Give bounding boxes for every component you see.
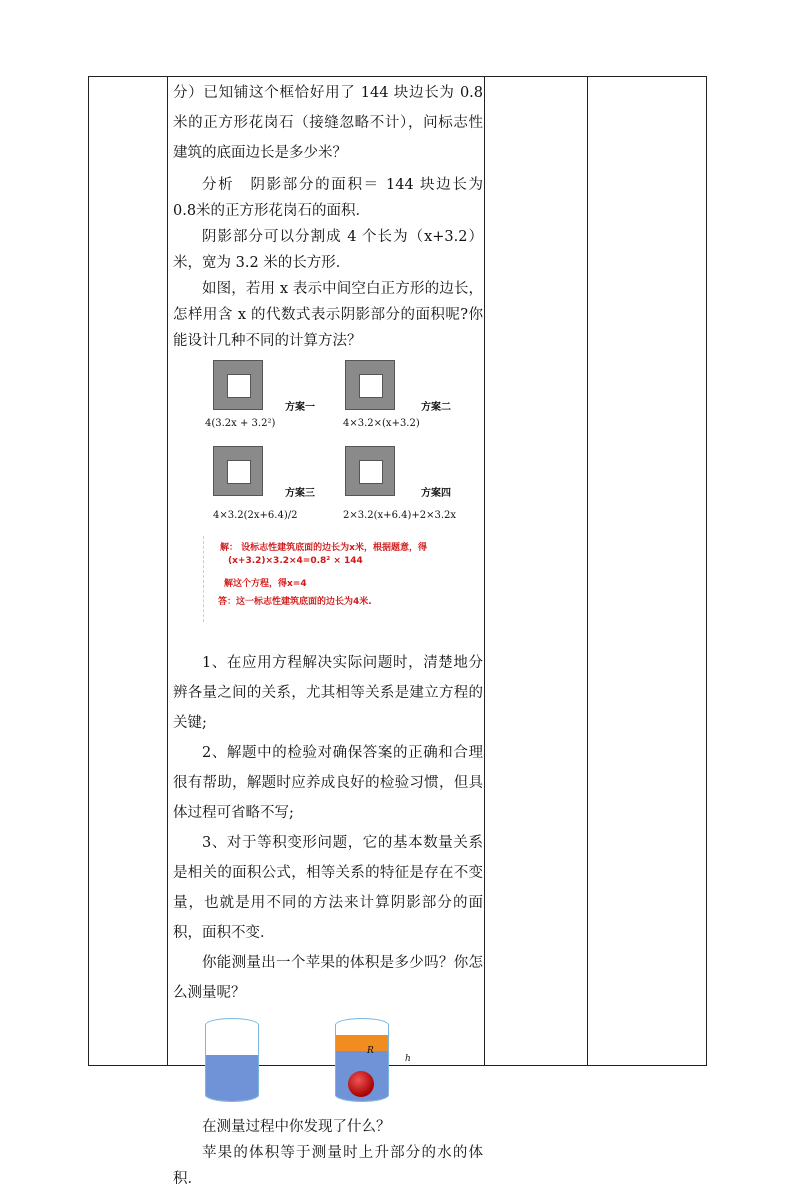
conclusion: 苹果的体积等于测量时上升部分的水的体积．: [173, 1145, 483, 1187]
analysis-text-2: 阴影部分可以分割成 4 个长为（x+3.2）米，宽为 3.2 米的长方形．: [173, 229, 483, 271]
plan2-square: [345, 360, 395, 410]
solution-line: (x+3.2)×3.2×4=0.8² × 144: [228, 556, 363, 566]
summary-2: 2、解题中的检验对确保答案的正确和合理很有帮助，解题时应养成良好的检验习惯，但具体过程可省略不写;: [173, 745, 483, 821]
analysis-text: 分析 阴影部分的面积＝ 144 块边长为 0.8米的正方形花岗石的面积．: [173, 177, 483, 219]
apple-icon: [348, 1071, 374, 1097]
plan3-label: 方案三: [285, 488, 315, 499]
question-text: 如图，若用 x 表示中间空白正方形的边长，怎样用含 x 的代数式表示阴影部分的面积呢?你能设计几种不同的计算方法？: [173, 281, 483, 349]
main-column: [173, 78, 483, 1192]
column-divider: [484, 76, 485, 1066]
plan4-label: 方案四: [421, 488, 451, 499]
plan3-square: [213, 446, 263, 496]
column-divider: [167, 76, 168, 1066]
column-divider: [587, 76, 588, 1066]
plan1-label: 方案一: [285, 402, 315, 413]
plan1-formula: 4(3.2x + 3.2²): [205, 418, 276, 429]
summary-3: 3、对于等积变形问题，它的基本数量关系是相关的面积公式，相等关系的特征是存在不变量，也就是用不同的方法来计算阴影部分的面积，面积不变．: [173, 835, 483, 941]
plan2-label: 方案二: [421, 402, 451, 413]
cups-figure: [201, 1014, 461, 1114]
summary-1: 1、在应用方程解决实际问题时，清楚地分辨各量之间的关系，尤其相等关系是建立方程的关键;: [173, 655, 483, 731]
height-label: h: [405, 1054, 411, 1064]
apple-question: 你能测量出一个苹果的体积是多少吗？你怎么测量呢？: [173, 955, 483, 1001]
solution-line: 解： 设标志性建筑底面的边长为x米，根据题意，得: [220, 543, 427, 553]
cup-after: [335, 1018, 389, 1102]
cup-before: [205, 1018, 259, 1102]
plan2-formula: 4×3.2×(x+3.2): [343, 418, 420, 429]
plan1-square: [213, 360, 263, 410]
problem-text: 分）已知铺这个框恰好用了 144 块边长为 0.8 米的正方形花岗石（接缝忽略不计），问标志性建筑的底面边长是多少米？: [173, 85, 483, 161]
solution-line: 答：这一标志性建筑底面的边长为4米.: [218, 597, 372, 607]
plan3-formula: 4×3.2(2x+6.4)/2: [213, 510, 298, 521]
observation-question: 在测量过程中你发现了什么？: [202, 1119, 391, 1135]
plan4-formula: 2×3.2(x+6.4)+2×3.2x: [343, 510, 457, 521]
solution-box: [203, 536, 479, 622]
plans-figure: [203, 358, 503, 528]
plan4-square: [345, 446, 395, 496]
radius-label: R: [367, 1046, 374, 1056]
solution-line: 解这个方程，得x=4: [224, 579, 307, 589]
